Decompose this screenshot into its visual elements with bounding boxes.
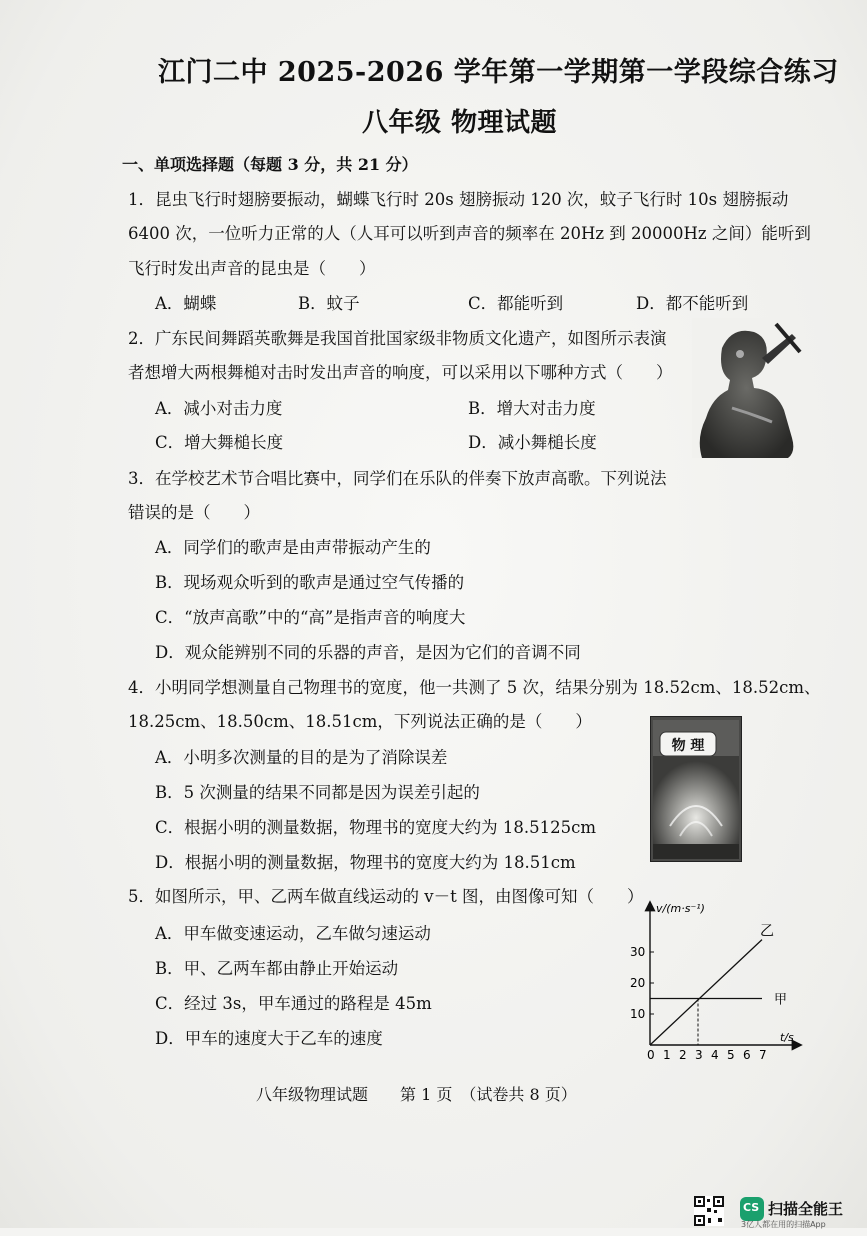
q3-option-c: C．“放声高歌”中的“高”是指声音的响度大: [155, 608, 466, 627]
y-tick-label: 20: [630, 976, 646, 990]
y-axis-label: v/(m·s⁻¹): [656, 902, 705, 915]
x-tick-label: 5: [727, 1048, 735, 1062]
physics-book-photo: [650, 716, 742, 862]
series-label-jia: 甲: [774, 992, 788, 1008]
qr-code-icon: [694, 1196, 734, 1236]
x-axis-label: t/s: [780, 1031, 794, 1044]
q1-option-a: A．蝴蝶: [155, 294, 217, 313]
q3-line2: 错误的是（ ）: [128, 503, 260, 522]
q3-option-a: A．同学们的歌声是由声带振动产生的: [155, 538, 431, 557]
q5-line1: 5．如图所示，甲、乙两车做直线运动的 v－t 图，由图像可知（ ）: [128, 887, 644, 906]
q4-line1: 4．小明同学想测量自己物理书的宽度，他一共测了 5 次，结果分别为 18.52cm、18.52cm、: [128, 678, 821, 697]
q1-option-d: D．都不能听到: [636, 294, 749, 313]
q2-option-b: B．增大对击力度: [468, 399, 596, 418]
q4-option-c: C．根据小明的测量数据，物理书的宽度大约为 18.5125cm: [155, 818, 596, 837]
q5-option-c: C．经过 3s，甲车通过的路程是 45m: [155, 994, 432, 1013]
x-tick-label: 3: [695, 1048, 703, 1062]
x-tick-label: 2: [679, 1048, 687, 1062]
page-footer: 八年级物理试题 第 1 页 （试卷共 8 页）: [256, 1085, 577, 1104]
series-label-yi: 乙: [760, 923, 774, 940]
x-tick-label: 6: [743, 1048, 751, 1062]
x-tick-label: 1: [663, 1048, 671, 1062]
q1-line1: 1．昆虫飞行时翅膀要振动，蝴蝶飞行时 20s 翅膀振动 120 次，蚊子飞行时 10s 翅膀振动: [128, 190, 789, 209]
x-tick-label: 0: [647, 1048, 655, 1062]
exam-subtitle: 八年级 物理试题: [362, 108, 558, 138]
y-tick-label: 30: [630, 945, 646, 959]
q3-option-d: D．观众能辨别不同的乐器的声音，是因为它们的音调不同: [155, 643, 581, 662]
q2-option-a: A．减小对击力度: [155, 399, 283, 418]
q1-option-b: B．蚊子: [298, 294, 360, 313]
q3-line1: 3．在学校艺术节合唱比赛中，同学们在乐队的伴奏下放声高歌。下列说法: [128, 469, 667, 488]
q4-line2: 18.25cm、18.50cm、18.51cm，下列说法正确的是（ ）: [128, 712, 592, 731]
section-heading: 一、单项选择题（每题 3 分，共 21 分）: [122, 155, 418, 174]
y-tick-label: 10: [630, 1007, 646, 1021]
exam-title: 江门二中 2025-2026 学年第一学期第一学段综合练习: [158, 57, 839, 88]
q2-option-d: D．减小舞槌长度: [468, 433, 597, 452]
q4-option-a: A．小明多次测量的目的是为了消除误差: [155, 748, 448, 767]
q1-option-c: C．都能听到: [468, 294, 564, 313]
q4-option-d: D．根据小明的测量数据，物理书的宽度大约为 18.51cm: [155, 853, 576, 872]
logo-text: CS: [743, 1201, 760, 1214]
camscanner-logo-icon: [740, 1197, 764, 1221]
q2-line2: 者想增大两根舞槌对击时发出声音的响度，可以采用以下哪种方式（ ）: [128, 363, 673, 382]
q2-option-c: C．增大舞槌长度: [155, 433, 284, 452]
q1-line2: 6400 次，一位听力正常的人（人耳可以听到声音的频率在 20Hz 到 20000Hz 之间）能听到: [128, 224, 811, 243]
vt-graph: [620, 895, 810, 1070]
q5-option-d: D．甲车的速度大于乙车的速度: [155, 1029, 383, 1048]
q4-option-b: B．5 次测量的结果不同都是因为误差引起的: [155, 783, 480, 802]
x-tick-label: 7: [759, 1048, 767, 1062]
scanner-brand: 扫描全能王: [768, 1200, 844, 1218]
q3-option-b: B．现场观众听到的歌声是通过空气传播的: [155, 573, 465, 592]
q1-line3: 飞行时发出声音的昆虫是（ ）: [128, 259, 376, 278]
dancer-photo: [692, 318, 804, 458]
x-tick-label: 4: [711, 1048, 719, 1062]
q5-option-b: B．甲、乙两车都由静止开始运动: [155, 959, 399, 978]
q2-line1: 2．广东民间舞蹈英歌舞是我国首批国家级非物质文化遗产，如图所示表演: [128, 329, 667, 348]
series-line-yi: [650, 940, 762, 1045]
scanner-tagline: 3亿人都在用的扫描App: [741, 1220, 826, 1229]
book-title-label: 物 理: [671, 738, 705, 754]
q5-option-a: A．甲车做变速运动，乙车做匀速运动: [155, 924, 431, 943]
